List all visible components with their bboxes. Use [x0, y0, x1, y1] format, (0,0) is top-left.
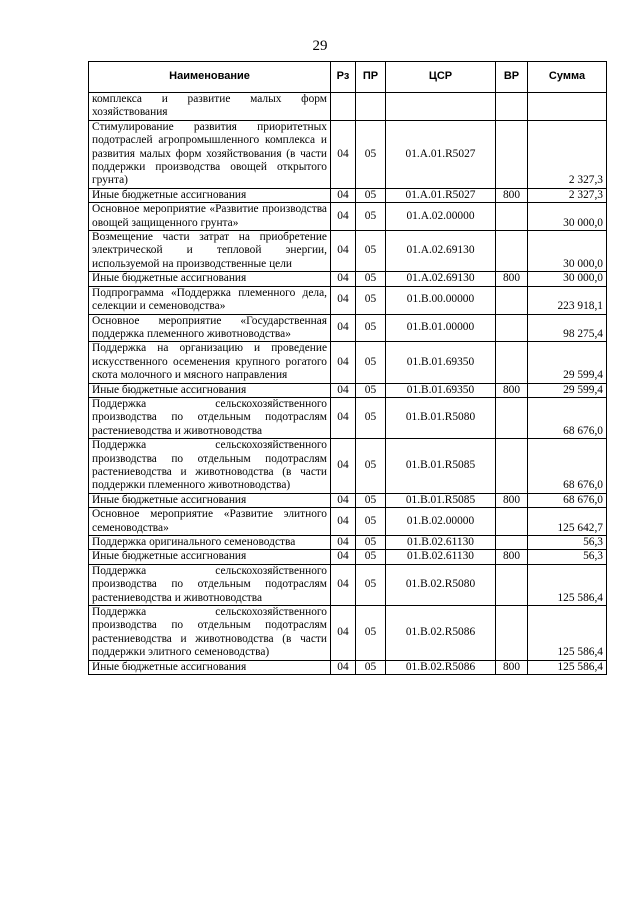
cell-pr: 05 [356, 493, 386, 507]
cell-sum: 30 000,0 [528, 272, 607, 286]
cell-rz: 04 [331, 120, 356, 188]
cell-pr: 05 [356, 188, 386, 202]
cell-name: Поддержка на организацию и проведение искусственного осеменения крупного рогатого скота молочного и мясного направления [89, 342, 331, 383]
cell-rz: 04 [331, 188, 356, 202]
cell-csr: 01.В.02.00000 [386, 508, 496, 536]
cell-vr [496, 120, 528, 188]
cell-pr: 05 [356, 314, 386, 342]
cell-sum: 30 000,0 [528, 203, 607, 231]
cell-sum: 68 676,0 [528, 439, 607, 494]
cell-name: Подпрограмма «Поддержка племенного дела, селекции и семеноводства» [89, 286, 331, 314]
cell-sum: 29 599,4 [528, 383, 607, 397]
cell-pr: 05 [356, 231, 386, 272]
cell-rz: 04 [331, 286, 356, 314]
cell-rz: 04 [331, 203, 356, 231]
cell-sum [528, 93, 607, 121]
cell-csr: 01.В.00.00000 [386, 286, 496, 314]
cell-sum: 56,3 [528, 536, 607, 550]
cell-vr [496, 314, 528, 342]
cell-sum: 125 586,4 [528, 660, 607, 674]
cell-vr [496, 606, 528, 661]
cell-sum: 68 676,0 [528, 493, 607, 507]
cell-rz: 04 [331, 493, 356, 507]
cell-sum: 29 599,4 [528, 342, 607, 383]
cell-pr: 05 [356, 120, 386, 188]
cell-vr [496, 231, 528, 272]
cell-csr: 01.А.01.R5027 [386, 120, 496, 188]
table-header-row [89, 62, 607, 93]
cell-name: Возмещение части затрат на приобретение электрической и тепловой энергии, используемой на производственные цели [89, 231, 331, 272]
cell-csr [386, 93, 496, 121]
cell-rz: 04 [331, 439, 356, 494]
table-row [89, 272, 607, 286]
cell-sum: 68 676,0 [528, 397, 607, 438]
cell-csr: 01.В.01.R5085 [386, 493, 496, 507]
table-row [89, 342, 607, 383]
page-number: 29 [312, 38, 328, 54]
cell-vr [496, 203, 528, 231]
cell-vr [496, 564, 528, 605]
column-header-csr: ЦСР [386, 62, 496, 93]
table-row [89, 120, 607, 188]
cell-csr: 01.А.02.00000 [386, 203, 496, 231]
cell-sum: 125 586,4 [528, 564, 607, 605]
table-row [89, 93, 607, 121]
column-header-rz: Рз [331, 62, 356, 93]
table-row [89, 188, 607, 202]
cell-name: Поддержка оригинального семеноводства [89, 536, 331, 550]
cell-pr: 05 [356, 397, 386, 438]
cell-pr: 05 [356, 536, 386, 550]
cell-vr [496, 508, 528, 536]
cell-rz: 04 [331, 550, 356, 564]
cell-rz: 04 [331, 508, 356, 536]
cell-pr: 05 [356, 439, 386, 494]
cell-name: Стимулирование развития приоритетных подотраслей агропромышленного комплекса и развития малых форм хозяйствования (в части поддержки производства овощей открытого грунта) [89, 120, 331, 188]
table-row [89, 493, 607, 507]
cell-csr: 01.В.01.69350 [386, 342, 496, 383]
cell-rz: 04 [331, 272, 356, 286]
cell-name: Поддержка сельскохозяйственного производства по отдельным подотраслям растениеводства и животноводства (в части поддержки племенного животноводства) [89, 439, 331, 494]
cell-sum: 2 327,3 [528, 120, 607, 188]
cell-pr: 05 [356, 286, 386, 314]
cell-sum: 98 275,4 [528, 314, 607, 342]
cell-rz: 04 [331, 231, 356, 272]
cell-csr: 01.В.02.R5086 [386, 606, 496, 661]
cell-pr: 05 [356, 272, 386, 286]
cell-rz: 04 [331, 536, 356, 550]
cell-pr: 05 [356, 606, 386, 661]
cell-name: Иные бюджетные ассигнования [89, 272, 331, 286]
cell-sum: 30 000,0 [528, 231, 607, 272]
cell-sum: 2 327,3 [528, 188, 607, 202]
table-row [89, 397, 607, 438]
cell-vr: 800 [496, 660, 528, 674]
cell-csr: 01.В.01.00000 [386, 314, 496, 342]
cell-pr [356, 93, 386, 121]
cell-vr [496, 286, 528, 314]
cell-csr: 01.В.02.R5086 [386, 660, 496, 674]
cell-name: Иные бюджетные ассигнования [89, 383, 331, 397]
table-row [89, 231, 607, 272]
cell-rz: 04 [331, 606, 356, 661]
cell-sum: 125 586,4 [528, 606, 607, 661]
cell-name: Основное мероприятие «Государственная поддержка племенного животноводства» [89, 314, 331, 342]
cell-name: комплекса и развитие малых форм хозяйствования [89, 93, 331, 121]
cell-rz: 04 [331, 397, 356, 438]
cell-pr: 05 [356, 508, 386, 536]
column-header-vr: ВР [496, 62, 528, 93]
cell-vr: 800 [496, 550, 528, 564]
budget-table [88, 61, 607, 675]
cell-vr: 800 [496, 493, 528, 507]
column-header-pr: ПР [356, 62, 386, 93]
cell-pr: 05 [356, 203, 386, 231]
cell-name: Иные бюджетные ассигнования [89, 660, 331, 674]
cell-pr: 05 [356, 383, 386, 397]
table-row [89, 660, 607, 674]
cell-name: Иные бюджетные ассигнования [89, 188, 331, 202]
cell-vr: 800 [496, 383, 528, 397]
cell-vr: 800 [496, 188, 528, 202]
cell-vr [496, 93, 528, 121]
table-row [89, 508, 607, 536]
cell-name: Поддержка сельскохозяйственного производства по отдельным подотраслям растениеводства и животноводства (в части поддержки элитного семеноводства) [89, 606, 331, 661]
cell-csr: 01.А.01.R5027 [386, 188, 496, 202]
column-header-sum: Сумма [528, 62, 607, 93]
cell-name: Основное мероприятие «Развитие элитного семеноводства» [89, 508, 331, 536]
cell-rz: 04 [331, 564, 356, 605]
table-row [89, 286, 607, 314]
cell-csr: 01.В.01.R5085 [386, 439, 496, 494]
cell-name: Поддержка сельскохозяйственного производства по отдельным подотраслям растениеводства и животноводства [89, 564, 331, 605]
cell-csr: 01.В.01.69350 [386, 383, 496, 397]
cell-pr: 05 [356, 342, 386, 383]
cell-sum: 125 642,7 [528, 508, 607, 536]
cell-name: Иные бюджетные ассигнования [89, 493, 331, 507]
cell-csr: 01.А.02.69130 [386, 272, 496, 286]
table-row [89, 564, 607, 605]
cell-rz: 04 [331, 314, 356, 342]
cell-rz [331, 93, 356, 121]
table-row [89, 536, 607, 550]
cell-vr [496, 439, 528, 494]
cell-rz: 04 [331, 342, 356, 383]
cell-vr [496, 536, 528, 550]
cell-name: Иные бюджетные ассигнования [89, 550, 331, 564]
table-row [89, 439, 607, 494]
table-row [89, 203, 607, 231]
cell-pr: 05 [356, 660, 386, 674]
table-row [89, 606, 607, 661]
table-row [89, 550, 607, 564]
cell-csr: 01.В.01.R5080 [386, 397, 496, 438]
cell-pr: 05 [356, 564, 386, 605]
table-row [89, 383, 607, 397]
cell-csr: 01.В.02.61130 [386, 536, 496, 550]
cell-sum: 223 918,1 [528, 286, 607, 314]
cell-csr: 01.В.02.61130 [386, 550, 496, 564]
cell-rz: 04 [331, 383, 356, 397]
cell-name: Поддержка сельскохозяйственного производства по отдельным подотраслям растениеводства и животноводства [89, 397, 331, 438]
cell-sum: 56,3 [528, 550, 607, 564]
table-row [89, 314, 607, 342]
cell-vr [496, 397, 528, 438]
cell-pr: 05 [356, 550, 386, 564]
cell-csr: 01.А.02.69130 [386, 231, 496, 272]
cell-name: Основное мероприятие «Развитие производства овощей защищенного грунта» [89, 203, 331, 231]
cell-csr: 01.В.02.R5080 [386, 564, 496, 605]
cell-rz: 04 [331, 660, 356, 674]
cell-vr [496, 342, 528, 383]
cell-vr: 800 [496, 272, 528, 286]
column-header-name: Наименование [89, 62, 331, 93]
